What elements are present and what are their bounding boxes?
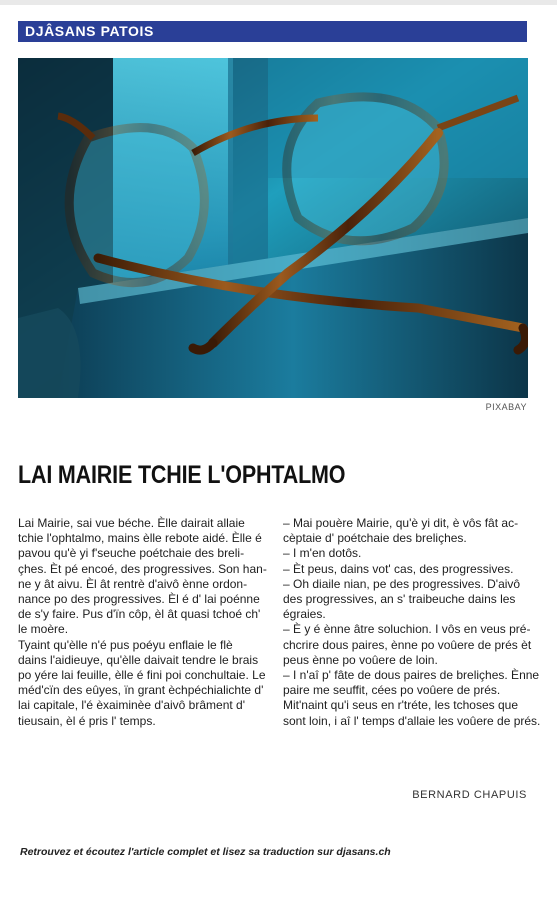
article-author: BERNARD CHAPUIS xyxy=(412,789,527,801)
text-line: – Èt peus, dains vot' cas, des progressives. xyxy=(283,561,514,576)
text-line: – Mai pouère Mairie, qu'è yi dit, è vôs fât ac- xyxy=(283,516,519,530)
section-rubric: DJÂSANS PATOIS xyxy=(18,21,527,42)
text-line: sont loin, i aî l' temps d'allaie les voûere de prés. xyxy=(283,713,541,728)
text-line: tchie l'ophtalmo, mains èlle rebote aidé. Èlle é xyxy=(18,531,262,546)
text-line: Lai Mairie, sai vue béche. Èlle dairait allaie xyxy=(18,516,245,530)
text-line: tieusain, èl é pris l' temps. xyxy=(18,713,156,728)
text-line: lai capitale, l'é èxaiminèe d'aivô brâment d' xyxy=(18,698,245,713)
text-line: chcrire dous paires, ènne po voûere de prés èt xyxy=(283,637,532,652)
top-rule xyxy=(0,0,557,5)
text-line: paire me seuffit, cées po voûere de prés. xyxy=(283,683,501,698)
text-line: – I n'aî p' fâte de dous paires de breliçhes. Ènne xyxy=(283,668,540,683)
text-line: pavou qu'è yi f'seuche poétchaie des breli- xyxy=(18,546,245,561)
text-line: le moère. xyxy=(18,622,69,637)
glasses-photo-illustration xyxy=(18,58,528,398)
text-line: des progressives, an s' traibeuche dains les xyxy=(283,592,516,607)
text-line: dains l'aidieuye, qu'èlle daivait tendre le brais xyxy=(18,652,259,667)
text-line: peus ènne po voûere de loin. xyxy=(283,652,438,667)
text-line: çhes. Èt pé encoé, des progressives. Son han- xyxy=(18,561,267,576)
text-line: de s'y faire. Pus d'ïn côp, èl ât quasi tchoé ch' xyxy=(18,607,261,622)
text-line: ne y ât aivu. Èl ât rentrè d'aivô ènne ordon- xyxy=(18,576,248,591)
article-column-left xyxy=(18,516,268,729)
text-line: po yére lai feuille, èlle é fini poi conchultaie. Le xyxy=(18,668,266,683)
text-line: Tyaint qu'èlle n'é pus poéyu enflaie le flè xyxy=(18,637,233,652)
text-line: – Oh diaile nian, pe des progressives. D'aivô xyxy=(283,576,521,591)
text-line: cèptaie d' poétchaie des breliçhes. xyxy=(283,531,467,546)
footer-note: Retrouvez et écoutez l'article complet et lisez sa traduction sur djasans.ch xyxy=(20,846,391,858)
photo-credit: PIXABAY xyxy=(485,402,527,412)
article-column-right xyxy=(283,516,541,729)
text-line: égraies. xyxy=(283,607,326,622)
text-line: nance po des progressives. Èl é d' lai poénne xyxy=(18,592,260,607)
text-line: – È y é ènne âtre soluchion. I vôs en veus pré- xyxy=(283,622,531,637)
article-photo xyxy=(18,58,528,398)
article-title: LAI MAIRIE TCHIE L'OPHTALMO xyxy=(18,461,346,489)
text-line: méd'cïn des eûyes, ïn grant èchpéchialichte d' xyxy=(18,683,264,698)
text-line: Mit'naint qu'i seus en r'tréte, les tchoses que xyxy=(283,698,518,713)
text-line: – I m'en dotôs. xyxy=(283,546,362,561)
